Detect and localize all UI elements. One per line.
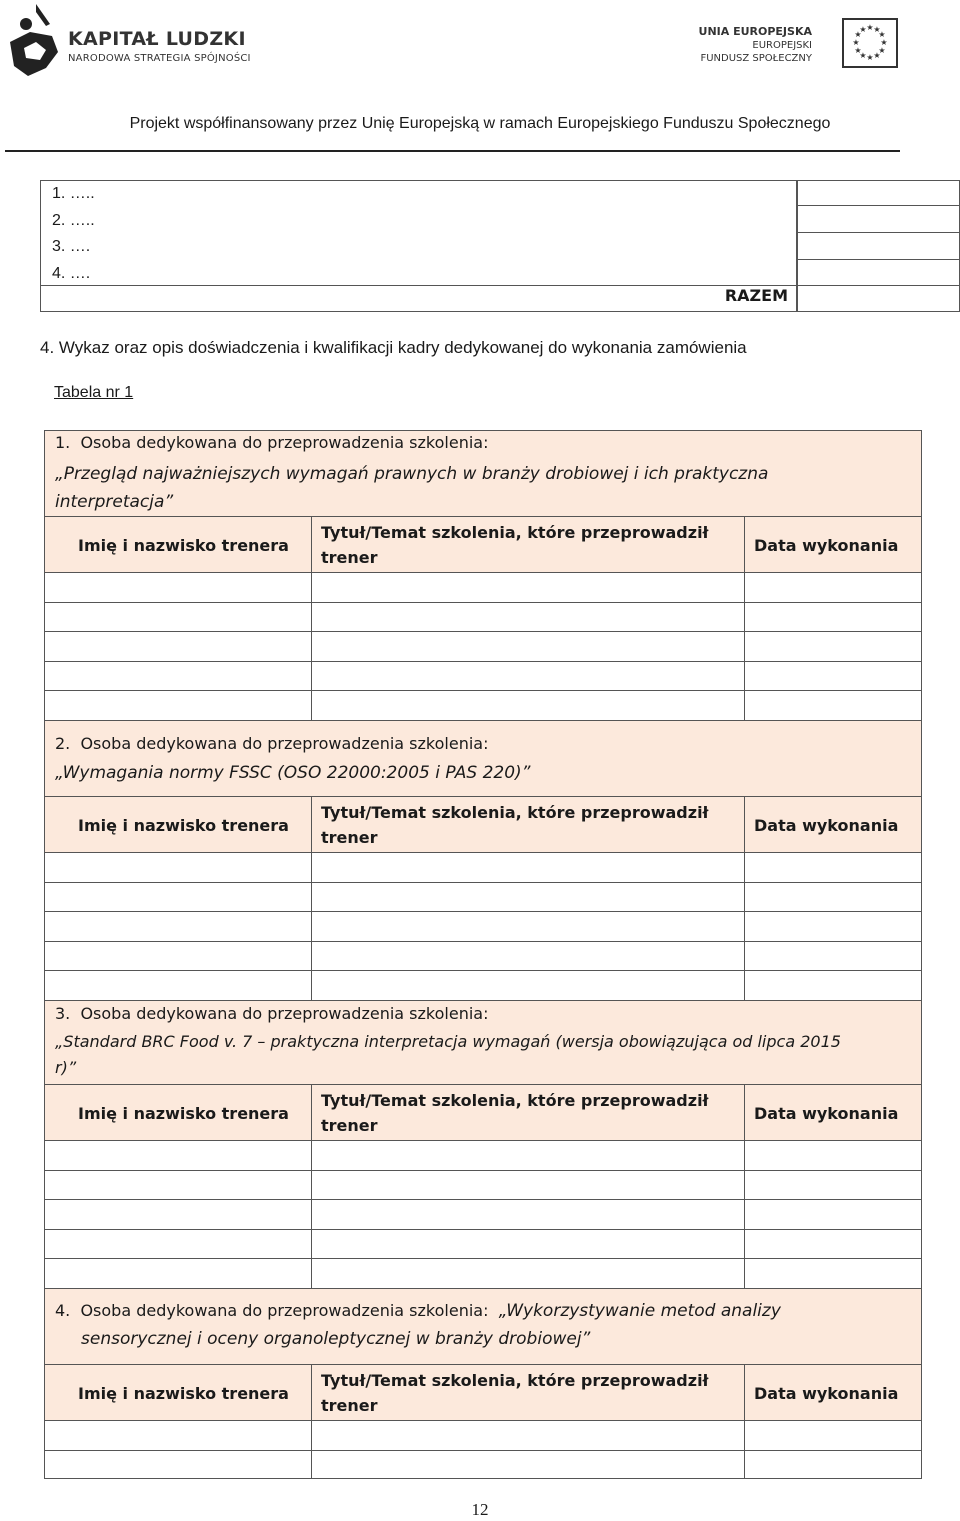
header-divider xyxy=(5,150,900,152)
table-cell xyxy=(744,882,922,912)
table-cell xyxy=(744,1258,922,1289)
table-cell xyxy=(44,970,312,1001)
summary-value-cell xyxy=(797,180,960,206)
col-topic-label-2: trener xyxy=(321,1396,378,1415)
col-topic-label-1: Tytuł/Temat szkolenia, które przeprowadził xyxy=(321,1091,709,1110)
block-2-heading xyxy=(55,734,488,753)
table-cell xyxy=(311,1170,745,1200)
block-1-title-cell xyxy=(44,430,922,517)
block-4-topic-line2: sensorycznej i oceny organoleptycznej w branży drobiowej” xyxy=(81,1329,591,1349)
svg-text:★: ★ xyxy=(859,51,867,60)
table-cell xyxy=(744,1170,922,1200)
svg-text:★: ★ xyxy=(873,25,881,34)
kapital-ludzki-emblem-icon xyxy=(6,2,62,80)
summary-value-cell xyxy=(797,233,960,260)
svg-text:★: ★ xyxy=(852,38,860,47)
table-cell xyxy=(44,602,312,632)
block-1-topic-line1: „Przegląd najważniejszych wymagań prawnych w branży drobiowej i ich praktyczna xyxy=(55,464,769,484)
table-cell xyxy=(44,1170,312,1200)
svg-text:★: ★ xyxy=(878,46,886,55)
col-topic-header xyxy=(311,1084,745,1141)
col-date-label: Data wykonania xyxy=(754,1384,899,1403)
summary-rows-cell xyxy=(40,180,797,286)
table-cell xyxy=(311,1199,745,1230)
col-trainer-header xyxy=(44,1364,312,1421)
table-cell xyxy=(311,852,745,883)
summary-total-value xyxy=(797,285,960,312)
col-topic-label-1: Tytuł/Temat szkolenia, które przeprowadził xyxy=(321,803,709,822)
block-3-topic-line2: r)” xyxy=(55,1058,77,1077)
table-cell xyxy=(44,852,312,883)
block-2-number: 2. xyxy=(55,734,71,753)
col-trainer-label: Imię i nazwisko trenera xyxy=(78,816,289,835)
table-cell xyxy=(44,941,312,971)
svg-text:★: ★ xyxy=(880,38,888,47)
col-trainer-header xyxy=(44,1084,312,1141)
table-cell xyxy=(744,852,922,883)
col-topic-label-1: Tytuł/Temat szkolenia, które przeprowadził xyxy=(321,1371,709,1390)
block-4-label: Osoba dedykowana do przeprowadzenia szkolenia: xyxy=(80,1301,489,1320)
table-cell xyxy=(744,1420,922,1451)
block-2-label: Osoba dedykowana do przeprowadzenia szkolenia: xyxy=(80,734,489,753)
section-heading: 4. Wykaz oraz opis doświadczenia i kwalifikacji kadry dedykowanej do wykonania zamówienia xyxy=(40,338,747,357)
svg-text:★: ★ xyxy=(866,53,874,62)
col-trainer-header xyxy=(44,516,312,573)
table-cell xyxy=(311,911,745,942)
summary-row-1: 1. ….. xyxy=(52,185,95,202)
table-cell xyxy=(311,941,745,971)
col-trainer-label: Imię i nazwisko trenera xyxy=(78,536,289,555)
table-cell xyxy=(44,1420,312,1451)
summary-list xyxy=(52,181,95,287)
table-cell xyxy=(44,1199,312,1230)
table-cell xyxy=(311,1258,745,1289)
block-4-heading xyxy=(55,1301,781,1321)
table-cell xyxy=(744,602,922,632)
svg-text:★: ★ xyxy=(859,25,867,34)
col-topic-header xyxy=(311,796,745,853)
eu-line-2: EUROPEJSKI xyxy=(752,40,812,51)
eu-line-1: UNIA EUROPEJSKA xyxy=(698,25,812,38)
table-cell xyxy=(44,1140,312,1171)
kapital-ludzki-logo xyxy=(6,2,306,82)
col-date-header xyxy=(744,1364,922,1421)
table-cell xyxy=(311,661,745,691)
table-cell xyxy=(311,882,745,912)
table-cell xyxy=(44,1258,312,1289)
table-cell xyxy=(44,911,312,942)
svg-text:★: ★ xyxy=(854,46,862,55)
total-label: RAZEM xyxy=(724,286,788,305)
block-3-number: 3. xyxy=(55,1004,71,1023)
svg-text:★: ★ xyxy=(873,51,881,60)
table-cell xyxy=(311,631,745,662)
summary-value-cell xyxy=(797,260,960,286)
eu-line-3: FUNDUSZ SPOŁECZNY xyxy=(700,53,812,64)
table-cell xyxy=(311,690,745,721)
block-3-title-cell xyxy=(44,1000,922,1085)
svg-text:★: ★ xyxy=(866,23,874,32)
col-topic-label-2: trener xyxy=(321,1116,378,1135)
project-funding-line: Projekt współfinansowany przez Unię Europejską w ramach Europejskiego Funduszu Społecznego xyxy=(129,115,831,132)
table-caption: Tabela nr 1 xyxy=(54,384,134,401)
table-cell xyxy=(744,1140,922,1171)
table-cell xyxy=(311,1140,745,1171)
table-cell xyxy=(44,631,312,662)
block-4-topic-line1: „Wykorzystywanie metod analizy xyxy=(498,1301,781,1321)
col-date-header xyxy=(744,516,922,573)
table-cell xyxy=(744,1450,922,1479)
table-cell xyxy=(44,1229,312,1259)
block-2-title-cell xyxy=(44,720,922,797)
block-4-number: 4. xyxy=(55,1301,71,1320)
summary-row-4: 4. …. xyxy=(52,264,91,282)
col-date-header xyxy=(744,1084,922,1141)
block-1-heading xyxy=(55,433,488,452)
col-topic-label-2: trener xyxy=(321,828,378,847)
summary-row-3: 3. …. xyxy=(52,238,91,255)
page-number: 12 xyxy=(471,1500,489,1519)
col-date-header xyxy=(744,796,922,853)
svg-text:★: ★ xyxy=(854,30,862,39)
col-topic-header xyxy=(311,1364,745,1421)
kapital-ludzki-subtitle: NARODOWA STRATEGIA SPÓJNOŚCI xyxy=(68,53,251,64)
svg-text:★: ★ xyxy=(878,30,886,39)
summary-total-row xyxy=(40,285,797,312)
table-cell xyxy=(311,1420,745,1451)
col-date-label: Data wykonania xyxy=(754,536,899,555)
col-topic-label-2: trener xyxy=(321,548,378,567)
table-cell xyxy=(311,572,745,603)
block-1-number: 1. xyxy=(55,433,71,452)
table-cell xyxy=(311,970,745,1001)
summary-row-2: 2. ….. xyxy=(52,211,95,229)
table-cell xyxy=(44,661,312,691)
table-cell xyxy=(311,1450,745,1479)
col-topic-label-1: Tytuł/Temat szkolenia, które przeprowadził xyxy=(321,523,709,542)
table-cell xyxy=(744,631,922,662)
col-topic-header xyxy=(311,516,745,573)
block-1-label: Osoba dedykowana do przeprowadzenia szkolenia: xyxy=(80,433,489,452)
table-cell xyxy=(44,882,312,912)
table-cell xyxy=(44,690,312,721)
table-cell xyxy=(744,1229,922,1259)
block-3-topic-line1: „Standard BRC Food v. 7 – praktyczna interpretacja wymagań (wersja obowiązująca od lipca 2015 xyxy=(55,1032,841,1051)
col-trainer-label: Imię i nazwisko trenera xyxy=(78,1104,289,1123)
block-2-topic-line1: „Wymagania normy FSSC (OSO 22000:2005 i PAS 220)” xyxy=(55,763,531,783)
table-cell xyxy=(44,572,312,603)
eu-logo xyxy=(700,16,900,71)
summary-value-cell xyxy=(797,206,960,233)
block-3-label: Osoba dedykowana do przeprowadzenia szkolenia: xyxy=(80,1004,489,1023)
table-cell xyxy=(744,941,922,971)
table-cell xyxy=(744,661,922,691)
table-cell xyxy=(44,1450,312,1479)
col-date-label: Data wykonania xyxy=(754,816,899,835)
table-cell xyxy=(311,1229,745,1259)
table-cell xyxy=(744,970,922,1001)
table-cell xyxy=(744,1199,922,1230)
block-4-title-cell xyxy=(44,1288,922,1365)
table-cell xyxy=(744,911,922,942)
kapital-ludzki-name: KAPITAŁ LUDZKI xyxy=(68,28,246,50)
table-cell xyxy=(744,690,922,721)
col-trainer-label: Imię i nazwisko trenera xyxy=(78,1384,289,1403)
col-date-label: Data wykonania xyxy=(754,1104,899,1123)
table-cell xyxy=(311,602,745,632)
block-1-topic-line2: interpretacja” xyxy=(55,492,174,512)
eu-flag-icon xyxy=(842,18,898,68)
table-cell xyxy=(744,572,922,603)
col-trainer-header xyxy=(44,796,312,853)
block-3-heading xyxy=(55,1004,488,1023)
